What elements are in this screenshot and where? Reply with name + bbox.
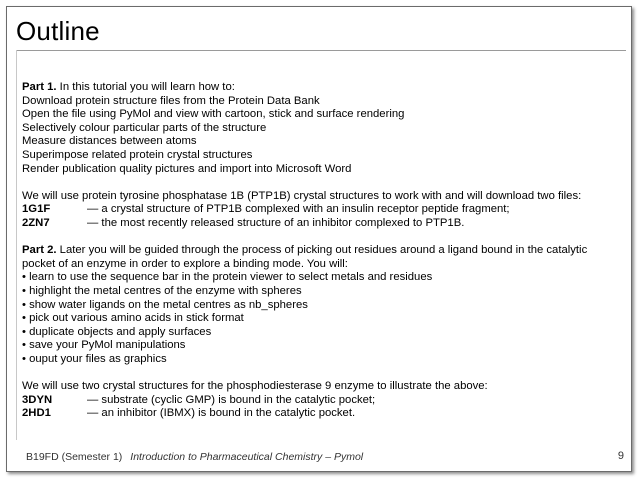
part1-intro: In this tutorial you will learn how to:: [56, 81, 235, 93]
spacer: [22, 366, 622, 380]
part2-intro-cont: pocket of an enzyme in order to explore a binding mode. You will:: [22, 257, 348, 270]
part1-heading: Part 1.: [22, 81, 57, 93]
part1-item: Open the file using PyMol and view with cartoon, stick and surface rendering: [22, 108, 405, 121]
part2-files-intro: We will use two crystal structures for the phosphodiesterase 9 enzyme to illustrate the above:: [22, 380, 488, 393]
file-row: [22, 407, 622, 421]
part2-intro: Later you will be guided through the process of picking out residues around a ligand bound in the catalytic: [56, 244, 588, 257]
pdb-code: 3DYN: [22, 393, 53, 406]
file-row: [22, 203, 622, 217]
part1-item: Render publication quality pictures and import into Microsoft Word: [22, 162, 352, 175]
pdb-description: — substrate (cyclic GMP) is bound in the catalytic pocket;: [87, 393, 376, 406]
part1-item: Selectively colour particular parts of the structure: [22, 121, 267, 134]
module-code: B19FD (Semester 1): [26, 451, 123, 463]
pdb-code: 2HD1: [22, 407, 51, 420]
part1-item: Measure distances between atoms: [22, 135, 197, 148]
part1-heading-line: [22, 81, 622, 95]
part2-item: • show water ligands on the metal centres as nb_spheres: [22, 298, 308, 311]
spacer: [22, 231, 622, 245]
file-row: [22, 394, 622, 408]
part2-item: • highlight the metal centres of the enzyme with spheres: [22, 284, 302, 297]
pdb-description: — the most recently released structure of an inhibitor complexed to PTP1B.: [87, 216, 465, 229]
part2-item: • pick out various amino acids in stick format: [22, 312, 244, 325]
part2-item: • ouput your files as graphics: [22, 352, 167, 365]
part2-item: • learn to use the sequence bar in the protein viewer to select metals and residues: [22, 271, 433, 284]
course-title: Introduction to Pharmaceutical Chemistry – Pymol: [130, 451, 364, 463]
slide-footer: [26, 451, 363, 463]
pdb-code: 2ZN7: [22, 216, 50, 229]
pdb-description: — an inhibitor (IBMX) is bound in the catalytic pocket.: [87, 407, 356, 420]
part2-heading-line: [22, 244, 622, 258]
page-number: 9: [617, 450, 624, 462]
part1-files-intro: We will use protein tyrosine phosphatase 1B (PTP1B) crystal structures to work with and will download two files:: [22, 189, 582, 202]
pdb-code: 1G1F: [22, 203, 51, 216]
left-margin-line: [16, 50, 17, 440]
part1-item: Superimpose related protein crystal structures: [22, 148, 253, 161]
slide-title: Outline: [16, 16, 100, 46]
part2-item: • save your PyMol manipulations: [22, 339, 186, 352]
slide-body: [22, 81, 622, 421]
spacer: [22, 176, 622, 190]
file-row: [22, 217, 622, 231]
part2-item: • duplicate objects and apply surfaces: [22, 325, 212, 338]
pdb-description: — a crystal structure of PTP1B complexed with an insulin receptor peptide fragment;: [87, 203, 510, 216]
part1-item: Download protein structure files from the Protein Data Bank: [22, 94, 320, 107]
title-divider: [16, 50, 626, 51]
part2-heading: Part 2.: [22, 244, 57, 257]
